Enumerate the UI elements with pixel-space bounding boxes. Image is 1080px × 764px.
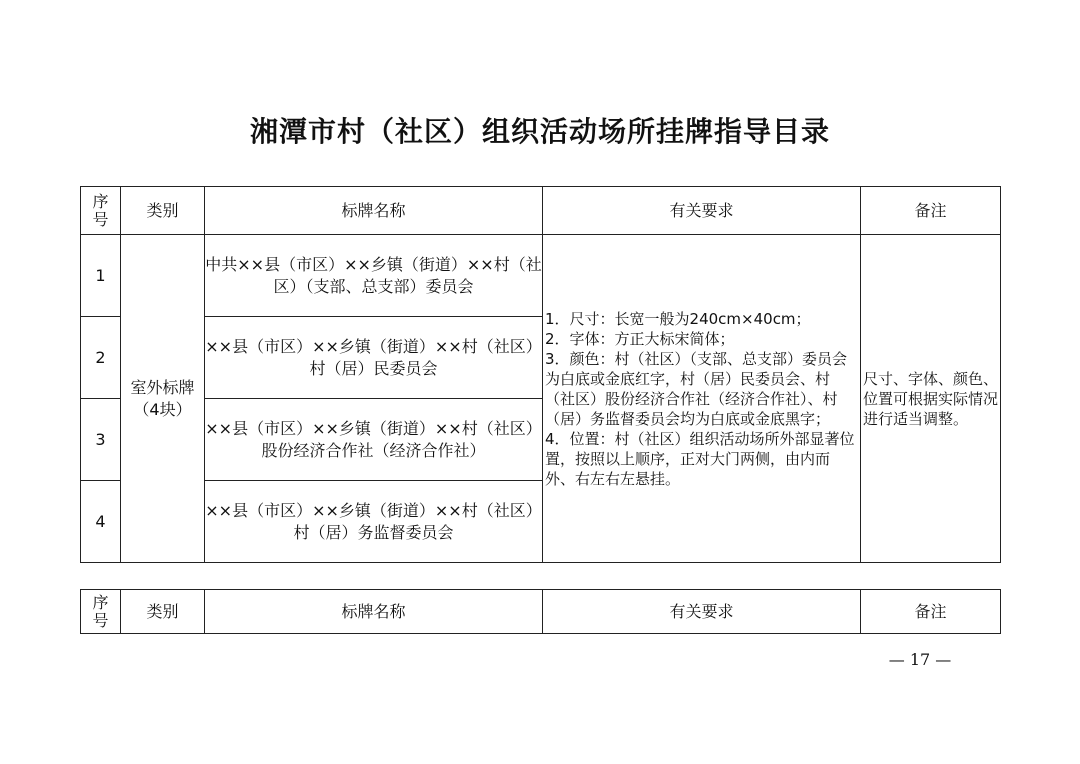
page-number: — 17 —: [888, 650, 952, 669]
header-notes: 备注: [861, 590, 1001, 634]
header-requirements: 有关要求: [543, 590, 861, 634]
table-row: [81, 235, 1001, 317]
row-seq: 4: [81, 481, 121, 563]
header-seq: 序 号: [81, 590, 121, 634]
table-header-row: [81, 187, 1001, 235]
repeated-header-table: [80, 589, 1001, 634]
row-seq: 1: [81, 235, 121, 317]
header-name: 标牌名称: [205, 590, 543, 634]
sign-name: ××县（市区）××乡镇（街道）××村（社区）村（居）民委员会: [205, 317, 543, 399]
row-seq: 2: [81, 317, 121, 399]
notes-cell: 尺寸、字体、颜色、位置可根据实际情况进行适当调整。: [861, 235, 1001, 563]
header-category: 类别: [121, 187, 205, 235]
header-category: 类别: [121, 590, 205, 634]
header-seq: 序 号: [81, 187, 121, 235]
sign-name: 中共××县（市区）××乡镇（街道）××村（社区）（支部、总支部）委员会: [205, 235, 543, 317]
sign-name: ××县（市区）××乡镇（街道）××村（社区）股份经济合作社（经济合作社）: [205, 399, 543, 481]
sign-name: ××县（市区）××乡镇（街道）××村（社区）村（居）务监督委员会: [205, 481, 543, 563]
header-requirements: 有关要求: [543, 187, 861, 235]
signage-table: [80, 186, 1001, 563]
document-title: 湘潭市村（社区）组织活动场所挂牌指导目录: [249, 115, 830, 148]
table-header-row: [81, 590, 1001, 634]
category-cell: 室外标牌（4块）: [121, 235, 205, 563]
header-notes: 备注: [861, 187, 1001, 235]
row-seq: 3: [81, 399, 121, 481]
requirements-cell: 1．尺寸：长宽一般为240cm×40cm； 2．字体：方正大标宋简体； 3．颜色：村（社区）（支部、总支部）委员会为白底或金底红字，村（居）民委员会、村（社区）股份经济合作社（经济合作社）、村（居）务监督委员会均为白底或金底黑字； 4．位置：村（社区）组织活动场所外部显著位置，按照以上顺序，正对大门两侧，由内而外、右左右左悬挂。: [543, 235, 861, 563]
header-name: 标牌名称: [205, 187, 543, 235]
